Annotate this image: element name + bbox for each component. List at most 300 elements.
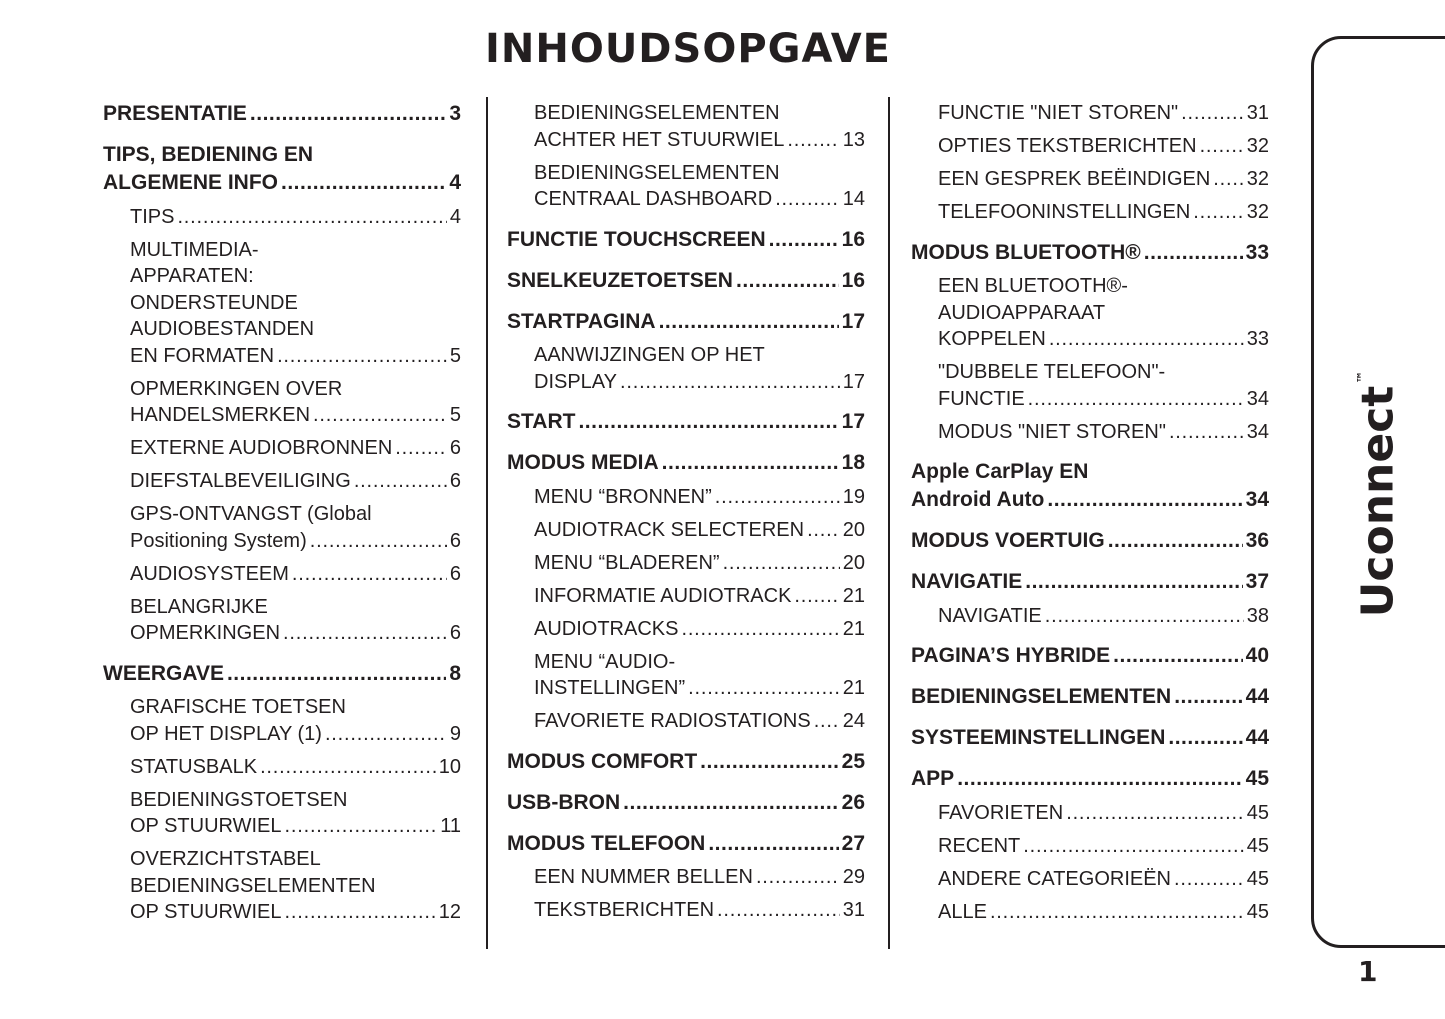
dot-leader [1213,166,1243,193]
toc-page-number: 45 [1246,900,1269,923]
toc-entry-text: AUDIOTRACKS [534,617,679,640]
toc-page-number: 6 [449,470,461,492]
toc-section-entry[interactable] [507,449,865,477]
toc-entry-text: EXTERNE AUDIOBRONNEN [130,437,393,459]
toc-entry-line [938,326,1269,353]
toc-entry-line [130,204,461,231]
toc-entry-line [534,583,865,610]
toc-section-entry[interactable] [911,239,1269,267]
dot-leader [794,583,839,610]
toc-page-number: 34 [1245,488,1269,511]
toc-subsection-entry[interactable] [103,694,461,747]
column-divider [888,97,890,949]
toc-entry-text: STATUSBALK [130,755,258,778]
dot-leader [250,100,446,128]
toc-subsection-entry[interactable] [507,160,865,213]
toc-entry-text: SYSTEEMINSTELLINGEN [911,726,1166,749]
dot-leader [620,369,840,396]
dot-leader [285,813,438,840]
toc-entry-text: TEKSTBERICHTEN [534,899,715,921]
toc-section-entry[interactable] [507,267,865,295]
dot-leader [1113,642,1242,670]
toc-entry-text: BEDIENINGSTOETSEN [130,788,348,811]
dot-leader [1025,568,1242,596]
toc-subsection-entry[interactable] [911,899,1269,926]
dot-leader [736,267,839,295]
toc-section-entry[interactable] [507,789,865,817]
toc-page-number: 44 [1245,685,1269,708]
toc-section-entry[interactable] [911,683,1269,711]
toc-page-number: 29 [842,866,865,888]
toc-entry-line [130,435,461,462]
toc-entry-text: STARTPAGINA [507,309,656,333]
toc-entry-line [911,642,1269,670]
toc-page-number: 45 [1246,834,1269,857]
toc-entry-text: NAVIGATIE [911,570,1023,593]
toc-column-1 [103,100,461,926]
toc-page-number: 32 [1246,201,1269,223]
toc-page-number: 14 [842,188,865,210]
dot-leader [325,721,447,748]
toc-subsection-entry[interactable] [911,100,1269,127]
toc-entry-text: MODUS MEDIA [507,451,659,474]
toc-entry-line [507,789,865,817]
toc-page-number: 26 [841,790,865,814]
toc-page-number: 5 [449,404,461,426]
toc-subsection-entry[interactable] [103,501,461,554]
toc-entry-line [938,866,1269,893]
toc-entry-line [534,484,865,511]
toc-entry-text: FUNCTIE TOUCHSCREEN [507,227,766,251]
toc-entry-line [938,899,1269,926]
toc-entry-text: PAGINA’S HYBRIDE [911,644,1111,667]
dot-leader [1108,527,1243,555]
toc-subsection-entry[interactable] [103,754,461,781]
toc-page-number: 4 [449,171,461,194]
toc-page-number: 17 [842,370,865,393]
toc-subsection-entry[interactable] [911,199,1269,226]
toc-subsection-entry[interactable] [507,864,865,891]
toc-entry-text: INSTELLINGEN” [534,677,686,699]
dot-leader [756,864,840,891]
toc-entry-line [507,226,865,254]
toc-entry-line [534,864,865,891]
toc-page-number: 34 [1246,387,1269,410]
toc-entry-text: TIPS, BEDIENING EN [103,143,314,166]
toc-entry-text: OP STUURWIEL [130,815,282,837]
toc-entry-line [911,527,1269,555]
toc-entry-text: MODUS TELEFOON [507,831,706,855]
toc-entry-line [534,186,865,213]
toc-entry-text: AUDIOAPPARAAT [938,301,1106,324]
dot-leader [787,127,839,154]
dot-leader [310,528,447,555]
toc-subsection-entry[interactable] [911,833,1269,860]
toc-entry-line [534,517,865,544]
dot-leader [1023,833,1244,860]
toc-section-entry[interactable] [103,141,461,197]
toc-subsection-entry[interactable] [507,897,865,924]
toc-entry-line [534,550,865,577]
dot-leader [313,402,447,429]
toc-page-number: 24 [842,710,865,732]
toc-subsection-entry[interactable] [911,419,1269,446]
toc-page-number: 36 [1245,529,1269,552]
toc-page-number: 4 [449,205,461,228]
toc-section-entry[interactable] [911,765,1269,793]
dot-leader [1028,386,1244,413]
toc-subsection-entry[interactable] [103,376,461,429]
toc-entry-text: MODUS "NIET STOREN" [938,420,1166,443]
toc-entry-line [507,830,865,858]
toc-subsection-entry[interactable] [507,342,865,395]
toc-page-number: 10 [438,755,461,778]
column-divider [486,97,488,949]
toc-entry-text: MODUS VOERTUIG [911,529,1105,552]
dot-leader [277,343,447,370]
toc-page-number: 25 [841,749,865,773]
toc-page-number: 20 [842,518,865,541]
toc-subsection-entry[interactable] [103,594,461,647]
toc-entry-text: TIPS [130,205,175,228]
dot-leader [1066,800,1244,827]
toc-subsection-entry[interactable] [507,100,865,153]
toc-entry-line [534,708,865,735]
toc-page-number: 32 [1246,168,1269,190]
toc-entry-line [130,721,461,748]
toc-page-number: 13 [842,128,865,151]
toc-entry-text: ALLE [938,900,987,923]
toc-section-entry[interactable] [911,724,1269,752]
dot-leader [1045,603,1244,630]
toc-entry-line [534,369,865,396]
toc-page-number: 20 [842,551,865,574]
toc-page-number: 18 [841,451,865,474]
toc-entry-text: FUNCTIE "NIET STOREN" [938,102,1179,124]
toc-subsection-entry[interactable] [911,133,1269,160]
dot-leader [354,468,447,495]
toc-entry-text: START [507,410,576,433]
toc-subsection-entry[interactable] [507,616,865,643]
toc-entry-text: KOPPELEN [938,328,1046,350]
toc-entry-text: ANDERE CATEGORIEËN [938,867,1171,890]
toc-entry-text: MENU “AUDIO- [534,650,676,673]
dot-leader [807,517,840,544]
toc-page-number: 6 [449,437,461,459]
toc-section-entry[interactable] [507,830,865,858]
toc-entry-text: FUNCTIE [938,387,1025,410]
toc-entry-line [911,724,1269,752]
toc-entry-line [507,308,865,336]
toc-entry-text: RECENT [938,834,1021,857]
toc-page-number: 19 [842,485,865,508]
toc-entry-text: Positioning System) [130,529,307,552]
dot-leader [1144,239,1243,267]
toc-entry-line [507,449,865,477]
toc-entry-line [130,754,461,781]
dot-leader [662,449,839,477]
toc-page-number: 32 [1246,135,1269,157]
toc-section-entry[interactable] [507,308,865,336]
toc-subsection-entry[interactable] [507,550,865,577]
toc-entry-line [130,468,461,495]
toc-entry-line [911,486,1269,514]
toc-entry-text: "DUBBELE TELEFOON"- [938,361,1166,383]
toc-entry-text: EEN BLUETOOTH®- [938,275,1128,297]
dot-leader [1169,419,1244,446]
dot-leader [681,616,839,643]
dot-leader [281,169,446,197]
dot-leader [578,408,838,436]
dot-leader [177,204,446,231]
toc-subsection-entry[interactable] [103,787,461,840]
toc-subsection-entry[interactable] [507,708,865,735]
toc-page-number: 6 [449,622,461,644]
toc-entry-text: INFORMATIE AUDIOTRACK [534,584,792,607]
toc-entry-line [534,127,865,154]
toc-entry-text: OPTIES TEKSTBERICHTEN [938,135,1197,157]
toc-entry-line [130,620,461,647]
toc-subsection-entry[interactable] [911,800,1269,827]
toc-entry-line [507,748,865,776]
toc-entry-line [938,603,1269,630]
toc-entry-line [507,408,865,436]
toc-entry-text: OVERZICHTSTABEL [130,848,321,870]
toc-subsection-entry[interactable] [103,468,461,495]
toc-page-number: 9 [449,722,461,745]
toc-entry-text: EEN NUMMER BELLEN [534,866,753,888]
toc-entry-text: OP HET DISPLAY (1) [130,722,322,745]
toc-subsection-entry[interactable] [103,561,461,588]
section-tab-label [1353,371,1404,618]
dot-leader [1174,866,1244,893]
dot-leader [659,308,839,336]
toc-page-number: 40 [1245,644,1269,667]
toc-entry-text: BEDIENINGSELEMENTEN [130,874,376,897]
toc-entry-text: AUDIOBESTANDEN [130,318,315,340]
toc-page-number: 5 [449,344,461,367]
toc-entry-text: SNELKEUZETOETSEN [507,268,733,292]
toc-entry-text: OPMERKINGEN [130,622,281,644]
toc-subsection-entry[interactable] [103,435,461,462]
toc-entry-line [130,528,461,555]
toc-entry-line [938,199,1269,226]
toc-entry-text: CENTRAAL DASHBOARD [534,188,773,210]
toc-subsection-entry[interactable] [103,237,461,370]
toc-entry-line [534,616,865,643]
toc-entry-line [938,800,1269,827]
trademark-mark: ™ [1355,370,1371,384]
toc-entry-text: BEDIENINGSELEMENTEN [534,102,780,124]
toc-entry-text: MODUS BLUETOOTH® [911,240,1141,264]
toc-entry-line [938,386,1269,413]
toc-page-number: 37 [1245,570,1269,593]
toc-entry-line [938,166,1269,193]
dot-leader [1174,683,1242,711]
toc-page-number: 31 [1246,102,1269,124]
toc-entry-line [130,561,461,588]
dot-leader [1200,133,1244,160]
toc-page-number: 17 [841,309,865,333]
toc-entry-text: BELANGRIJKE [130,595,268,618]
toc-entry-line [938,419,1269,446]
toc-entry-text: GPS-ONTVANGST (Global [130,503,372,525]
toc-entry-text: GRAFISCHE TOETSEN [130,696,346,718]
toc-entry-line [938,100,1269,127]
toc-subsection-entry[interactable] [507,517,865,544]
toc-page-number: 21 [842,677,865,699]
toc-entry-text: BEDIENINGSELEMENTEN [534,161,780,184]
toc-entry-text: NAVIGATIE [938,604,1042,627]
toc-subsection-entry[interactable] [103,846,461,926]
toc-entry-text: USB-BRON [507,790,621,814]
toc-entry-text: ACHTER HET STUURWIEL [534,128,785,151]
toc-subsection-entry[interactable] [911,166,1269,193]
dot-leader [990,899,1244,926]
toc-entry-text: AANWIJZINGEN OP HET [534,344,765,366]
toc-section-entry[interactable] [507,226,865,254]
toc-entry-line [103,169,461,197]
toc-page-number: 17 [841,410,865,433]
dot-leader [285,899,436,926]
toc-column-3 [911,100,1269,925]
page-number: 1 [1358,955,1378,988]
toc-entry-line [911,765,1269,793]
toc-section-entry[interactable] [507,748,865,776]
toc-entry-text: WEERGAVE [103,661,224,685]
dot-leader [688,675,840,702]
toc-entry-line [911,239,1269,267]
dot-leader [1193,199,1243,226]
toc-page-number: 27 [841,831,865,855]
toc-entry-line [103,100,461,128]
toc-page-number: 31 [842,899,865,921]
dot-leader [283,620,447,647]
toc-section-entry[interactable] [507,408,865,436]
toc-subsection-entry[interactable] [507,583,865,610]
toc-entry-text: HANDELSMERKEN [130,404,311,426]
toc-entry-line [534,897,865,924]
toc-entry-line [130,899,461,926]
toc-page-number: 12 [438,901,461,923]
dot-leader [1168,724,1242,752]
toc-page-number: 8 [449,661,461,685]
toc-page-number: 33 [1245,240,1269,264]
toc-entry-text: BEDIENINGSELEMENTEN [911,685,1172,708]
toc-page-number: 6 [449,529,461,552]
toc-entry-line [103,660,461,688]
toc-entry-text: AUDIOSYSTEEM [130,562,289,585]
dot-leader [769,226,839,254]
dot-leader [260,754,436,781]
toc-entry-line [534,675,865,702]
dot-leader [1049,326,1244,353]
toc-entry-text: Apple CarPlay EN [911,460,1089,483]
toc-entry-text: OPMERKINGEN OVER [130,377,343,400]
toc-entry-line [130,813,461,840]
toc-subsection-entry[interactable] [507,649,865,702]
toc-page-number: 45 [1246,801,1269,824]
toc-entry-text: EN FORMATEN [130,344,275,367]
toc-section-entry[interactable] [911,527,1269,555]
toc-section-entry[interactable] [911,458,1269,514]
toc-subsection-entry[interactable] [507,484,865,511]
dot-leader [1047,486,1242,514]
toc-page-number: 44 [1245,726,1269,749]
section-tab-text: Uconnect [1352,385,1404,618]
toc-subsection-entry[interactable] [911,603,1269,630]
toc-entry-text: AUDIOTRACK SELECTEREN [534,518,805,541]
dot-leader [227,660,446,688]
toc-entry-text: EEN GESPREK BEËINDIGEN [938,168,1211,190]
toc-entry-line [911,683,1269,711]
toc-entry-text: MODUS COMFORT [507,749,698,773]
dot-leader [708,830,838,858]
toc-entry-text: MENU “BRONNEN” [534,485,712,508]
toc-subsection-entry[interactable] [911,273,1269,353]
toc-entry-line [938,833,1269,860]
dot-leader [1181,100,1244,127]
toc-page-number: 3 [449,102,461,125]
toc-page-number: 21 [842,617,865,640]
toc-page-number: 45 [1246,867,1269,890]
toc-entry-text: MULTIMEDIA- [130,238,259,261]
toc-entry-text: ALGEMENE INFO [103,171,279,194]
toc-page-number: 33 [1246,328,1269,350]
dot-leader [723,550,840,577]
toc-entry-text: Android Auto [911,488,1045,511]
toc-entry-text: FAVORIETE RADIOSTATIONS [534,710,811,732]
toc-page-number: 6 [449,562,461,585]
dot-leader [623,789,838,817]
toc-entry-text: APPARATEN: [130,265,254,287]
toc-section-entry[interactable] [911,568,1269,596]
toc-entry-text: APP [911,767,955,790]
toc-page-number: 21 [842,584,865,607]
dot-leader [292,561,447,588]
dot-leader [814,708,840,735]
toc-page-number: 45 [1245,767,1269,790]
dot-leader [700,748,838,776]
toc-entry-text: PRESENTATIE [103,102,247,125]
toc-page-number: 38 [1246,604,1269,627]
dot-leader [715,484,840,511]
dot-leader [717,897,840,924]
toc-entry-text: FAVORIETEN [938,801,1064,824]
toc-entry-text: DISPLAY [534,370,617,393]
toc-entry-line [911,568,1269,596]
toc-subsection-entry[interactable] [103,204,461,231]
dot-leader [957,765,1242,793]
toc-entry-text: MENU “BLADEREN” [534,551,720,574]
toc-section-entry[interactable] [103,660,461,688]
toc-section-entry[interactable] [103,100,461,128]
toc-entry-line [130,343,461,370]
toc-entry-text: OP STUURWIEL [130,901,282,923]
toc-page-number: 16 [841,227,865,251]
toc-entry-text: ONDERSTEUNDE [130,291,298,314]
toc-entry-text: TELEFOONINSTELLINGEN [938,201,1191,223]
dot-leader [775,186,840,213]
dot-leader [395,435,447,462]
toc-section-entry[interactable] [911,642,1269,670]
toc-subsection-entry[interactable] [911,866,1269,893]
toc-subsection-entry[interactable] [911,359,1269,412]
toc-page-number: 11 [440,815,461,837]
toc-entry-text: DIEFSTALBEVEILIGING [130,470,351,492]
toc-entry-line [130,402,461,429]
toc-page-number: 16 [841,268,865,292]
